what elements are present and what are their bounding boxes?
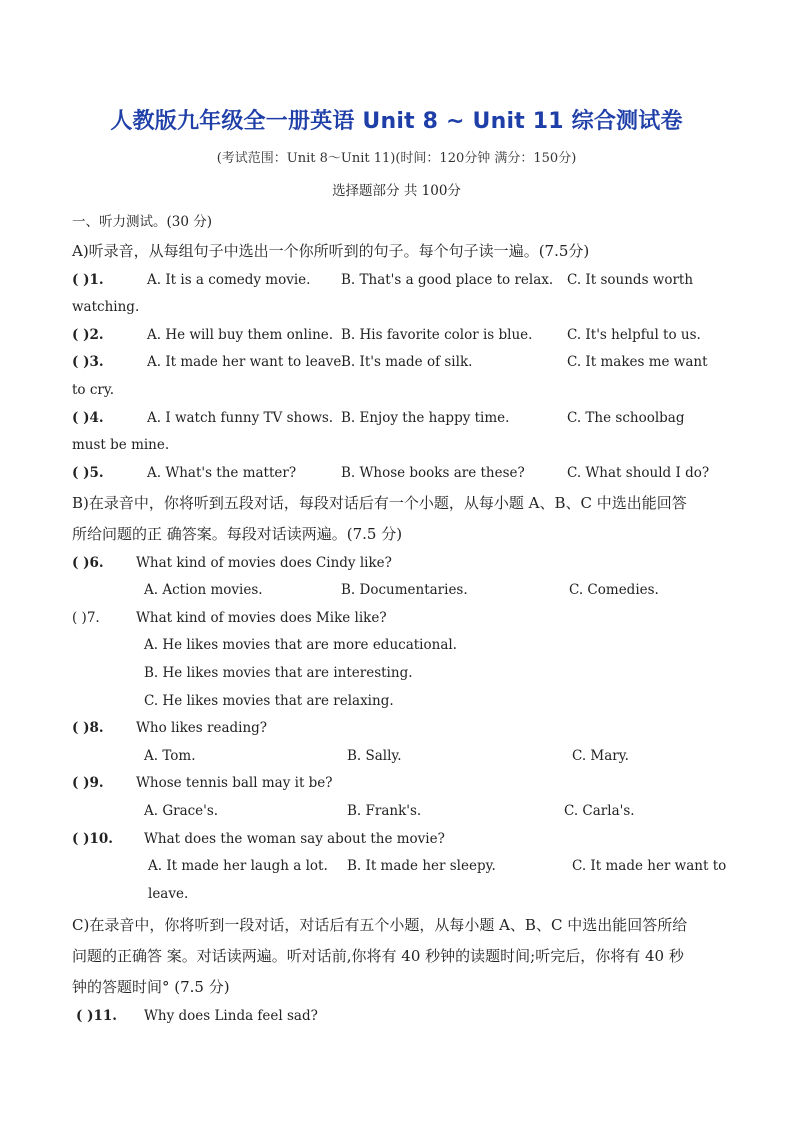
question-number: ( )2.	[72, 327, 104, 343]
question-2	[72, 327, 104, 343]
option-c: C. It sounds worth	[567, 272, 694, 288]
option-b: B. It's made of silk.	[341, 354, 473, 370]
section-c-instruction-cont: 问题的正确答 案。对话读两遍。听对话前,你将有 40 秒钟的读题时间;听完后，你将有 40 秒	[72, 947, 684, 965]
question-number: ( )8.	[72, 720, 104, 736]
question-4	[72, 410, 104, 426]
question-number: ( )7.	[72, 610, 100, 626]
option-b: B. He likes movies that are interesting.	[144, 665, 413, 681]
question-text: What does the woman say about the movie?	[144, 831, 445, 847]
option-a: A. What's the matter?	[147, 465, 297, 481]
question-number: ( )5.	[72, 465, 104, 481]
question-number: ( )9.	[72, 775, 104, 791]
exam-scope-subtitle: (考试范围：Unit 8～Unit 11)(时间：120分钟 满分：150分)	[216, 151, 577, 166]
option-b: B. Whose books are these?	[341, 465, 525, 481]
question-number: ( )4.	[72, 410, 104, 426]
section-b-instruction-cont: 所给问题的正 确答案。每段对话读两遍。(7.5 分)	[72, 525, 403, 543]
option-continuation: watching.	[72, 299, 140, 315]
option-b: B. That's a good place to relax.	[341, 272, 554, 288]
question-7	[72, 610, 100, 626]
option-b: B. Enjoy the happy time.	[341, 410, 510, 426]
option-a: A. Grace's.	[144, 803, 219, 819]
question-10	[72, 831, 113, 847]
section-b-instruction: B)在录音中，你将听到五段对话，每段对话后有一个小题，从每小题 A、B、C 中选出能回答	[72, 494, 687, 512]
option-c: C. He likes movies that are relaxing.	[144, 693, 394, 709]
option-c: C. Comedies.	[569, 582, 659, 598]
option-b: B. Documentaries.	[341, 582, 468, 598]
question-text: Why does Linda feel sad?	[144, 1008, 318, 1024]
option-a: A. It made her want to leave.	[147, 354, 346, 370]
option-b: B. His favorite color is blue.	[341, 327, 533, 343]
option-b: B. Frank's.	[347, 803, 422, 819]
option-a: A. He will buy them online.	[147, 327, 334, 343]
option-c: C. What should I do?	[567, 465, 710, 481]
option-b: B. Sally.	[347, 748, 402, 764]
question-number: ( )6.	[72, 555, 104, 571]
question-6	[72, 555, 104, 571]
option-a: A. Tom.	[144, 748, 196, 764]
option-a: A. It is a comedy movie.	[147, 272, 311, 288]
option-c: C. Carla's.	[564, 803, 635, 819]
question-11	[76, 1008, 117, 1024]
option-b: B. It made her sleepy.	[347, 858, 496, 874]
question-number: ( )11.	[76, 1008, 117, 1024]
section-c-instruction: C)在录音中，你将听到一段对话，对话后有五个小题，从每小题 A、B、C 中选出能回答所给	[72, 916, 688, 934]
question-9	[72, 775, 104, 791]
question-number: ( )3.	[72, 354, 104, 370]
question-text: Who likes reading?	[136, 720, 268, 736]
option-c: C. It makes me want	[567, 354, 708, 370]
option-continuation: to cry.	[72, 382, 114, 398]
question-3	[72, 354, 104, 370]
question-text: What kind of movies does Mike like?	[136, 610, 387, 626]
option-a: A. Action movies.	[144, 582, 263, 598]
question-text: Whose tennis ball may it be?	[136, 775, 333, 791]
option-c: C. The schoolbag	[567, 410, 685, 426]
option-continuation: must be mine.	[72, 437, 170, 453]
section-c-instruction-end: 钟的答题时间° (7.5 分)	[72, 978, 230, 996]
option-a: A. He likes movies that are more educational.	[144, 637, 457, 653]
section-listening-heading: 一、听力测试。(30 分)	[72, 214, 213, 230]
option-continuation: leave.	[148, 886, 189, 902]
question-number: ( )10.	[72, 831, 113, 847]
question-8	[72, 720, 104, 736]
option-a: A. It made her laugh a lot.	[148, 858, 328, 874]
question-5	[72, 465, 104, 481]
option-c: C. It made her want to	[572, 858, 727, 874]
question-text: What kind of movies does Cindy like?	[136, 555, 392, 571]
section-a-instruction: A)听录音，从每组句子中选出一个你所听到的句子。每个句子读一遍。(7.5分)	[72, 242, 590, 260]
question-1	[72, 272, 104, 288]
page-title: 人教版九年级全一册英语 Unit 8 ~ Unit 11 综合测试卷	[110, 109, 683, 134]
option-c: C. Mary.	[572, 748, 629, 764]
option-a: A. I watch funny TV shows.	[147, 410, 334, 426]
part-heading: 选择题部分 共 100分	[332, 183, 461, 199]
option-c: C. It's helpful to us.	[567, 327, 701, 343]
question-number: ( )1.	[72, 272, 104, 288]
